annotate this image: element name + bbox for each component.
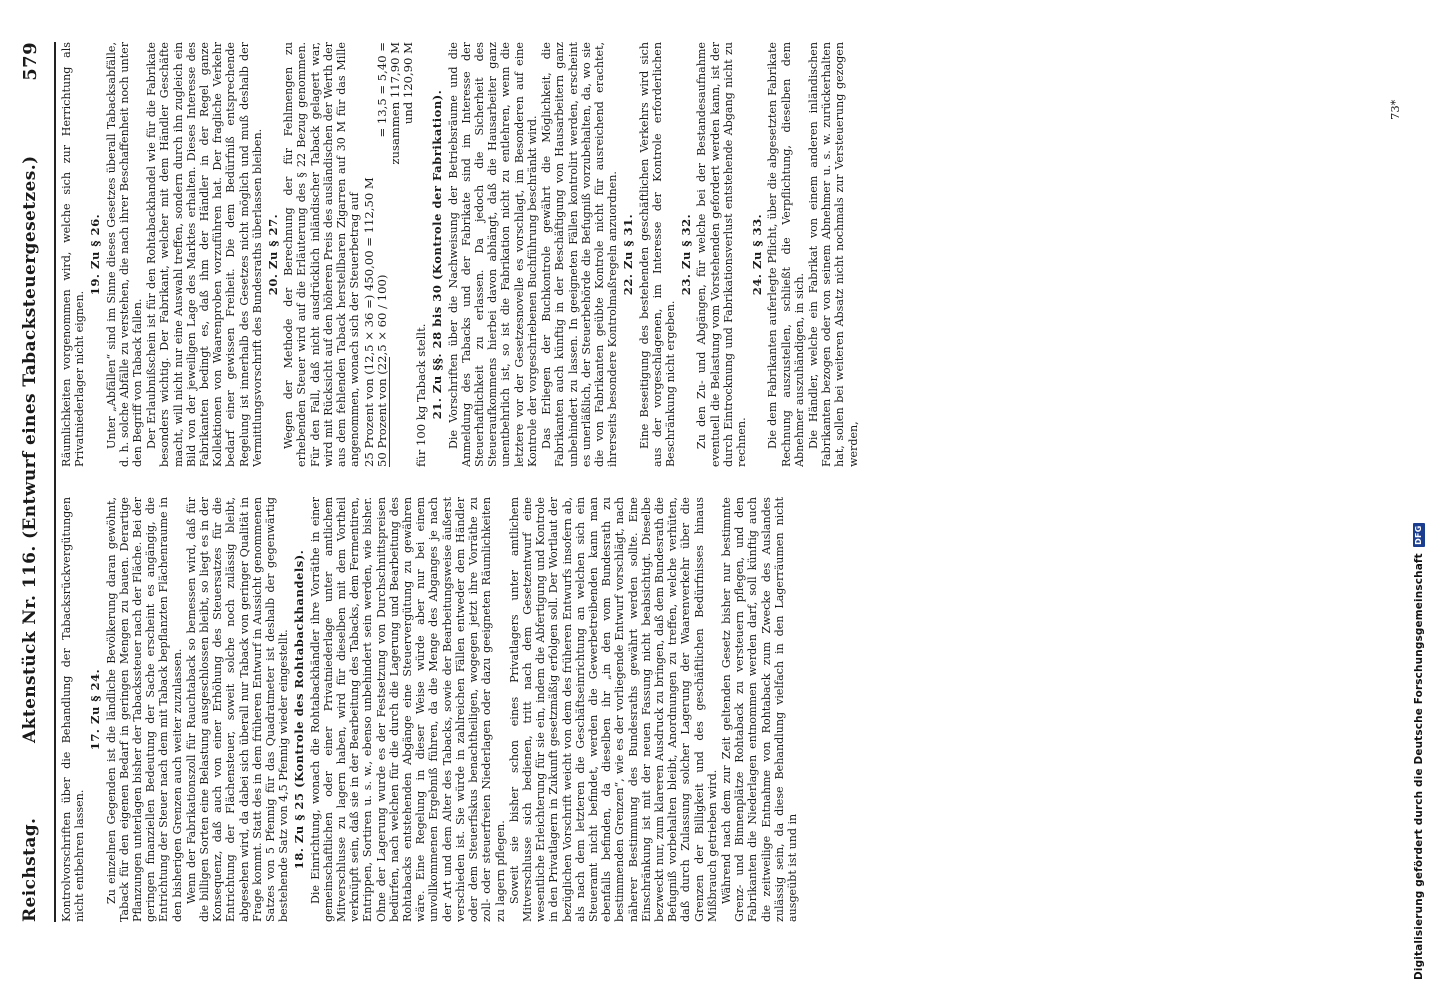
text-column-left (60, 497, 1360, 922)
sum-line-2: und 120,90 M (401, 42, 416, 125)
section-heading-18: 18. Zu § 25 (Kontrole des Rohtabackhandels). (292, 549, 307, 870)
section-heading-21: 21. Zu §§. 28 bis 30 (Kontrole der Fabrikation). (430, 89, 445, 420)
paragraph: Die Einrichtung, wonach die Rohtabackhändler ihre Vorräthe in einer gemeinschaftlichen oder einer Privatniederlage unter amtlichem Mitverschlusse zu lagern haben, wird für dieselben mit dem Vortheil verknüpft sein, daß sie in der Bearbeitung des Tabacks, dem Fermentiren, Entrippen, Sortiren u. s. w., ebenso unbehindert sein werden, wie bisher. Ohne der Lagerung wurde es der Festsetzung von Durchschnittspreisen bedürfen, nach welchen für die durch die Lagerung und Bearbeitung des Rohtabacks entstehenden Abgänge eine Steuervergütung zu gewähren wäre. Eine Regelung in dieser Weise würde aber nur bei einem unvollkommenen Ergebniß führen, da die Menge des Abganges je nach der Art und dem Alter des Tabacks, sowie der Bearbeitungsweise äußerst verschieden ist. Sie würde in zahlreichen Fällen entweder dem Händler oder dem Steuerfiskus benachtheiligen, wogegen jetzt ihre Vorräthe zu zoll- oder steuerfreien Niederlagen oder dazu geeigneten Räumlichkeiten zu lagern pflegen. (308, 497, 507, 922)
formula-unit: für 100 kg Taback stellt. (414, 323, 429, 467)
paragraph: Soweit sie bisher schon eines Privatlagers unter amtlichem Mitverschlusse sich bedienen, tritt nach dem Gesetzentwurf eine wesentliche Erleichterung für sie ein, indem die Abfertigung und Kontrole in den Privatlagern in Zukunft gesetzmäßig erfolgen soll. Der Wortlaut der bezüglichen Vorschrift weicht von dem des früheren Entwurfs insofern ab, als nach dem letzteren die Geschäftseinrichtung an welchen sich ein Steueramt nicht befindet, werden die Gewerbetreibenden kann man ebenfalls befinden, da dieselben ihr „in den vom Bundesrath zu bestimmenden Grenzen“, wie es der vorliegende Entwurf vorschlägt, nach näherer Bestimmung des Bundesraths gewährt werden sollte. Eine Einschränkung ist mit der neuen Fassung nicht beabsichtigt. Dieselbe bezweckt nur, zum klareren Ausdruck zu bringen, daß dem Bundesrath die Befugniß vorbehalten bleibt, Anordnungen zu treffen, welche verhüten, daß durch Zulassung solcher Lagerung der Waarenverkehr über die Grenzen der Billigkeit und des geschäftlichen Bedürfnisses hinaus Mißbrauch getrieben wird. (507, 497, 719, 922)
header-left: Reichstag. (20, 817, 40, 922)
paragraph: Zu den Zu- und Abgängen, für welche bei der Bestandesaufnahme eventuell die Belastung vom Vorstehenden gefordert werden kann, ist der durch Eintrocknung und Fabrikationsverlust entstehende Abgang nicht zu rechnen. (695, 42, 748, 467)
digitization-credit (1410, 0, 1428, 980)
paragraph: Wegen der Methode der Berechnung der für Fehlmengen zu erhebenden Steuer wird auf die Erläuterung des § 22 Bezug genommen. Für den Fall, daß nicht ausdrücklich inländischer Taback gelagert war, wird mit Rücksicht auf den höheren Preis des ausländischen der Werth der aus dem fehlenden Taback herstellbaren Zigarren auf 30 M für das Mille angenommen, wonach sich der Steuerbetrag auf (282, 42, 362, 467)
paragraph: Die dem Fabrikanten auferlegte Pflicht, über die abgesetzten Fabrikate Rechnung auszustellen, schließt die Verpflichtung, dieselben dem Abnehmer auszuhändigen, in sich. (766, 42, 806, 467)
formula-2-numerator: 22,5 × 60 (375, 312, 390, 371)
paragraph: Zu einzelnen Gegenden ist die ländliche Bevölkerung daran gewöhnt, Taback für den eigenen Bedarf in geringen Mengen zu bauen. Derartige Pflanzungen unterlagen bisher der Tabackssteuer nach der Fläche. Bei der geringen finanziellen Bedeutung der Sache erscheint es angängig, die Entrichtung der Steuer nach dem mit Taback bepflanzten Flächenraume in den bisherigen Grenzen auch weiter zuzulassen. (104, 497, 184, 922)
paragraph: Wenn der Fabrikationszoll für Rauchtaback so bemessen wird, daß für die billigen Sorten eine Belastung ausgeschlossen bleibt, so liegt es in der Konsequenz, daß auch von einer Erhöhung des Steuersatzes für die Entrichtung der Flächensteuer, soweit solche noch zulässig bleibt, abgesehen wird, da dabei sich überall nur Taback von geringer Qualität in Frage kommt. Statt des in dem früheren Entwurf in Aussicht genommenen Satzes von 5 Pfennig für das Quadratmeter ist deshalb der gegenwärtig bestehende Satz von 4,5 Pfennig wieder eingestellt. (184, 497, 291, 922)
section-heading-24: 24. Zu § 33. (750, 213, 765, 296)
header-rule (54, 42, 56, 922)
header-title: Aktenstück Nr. 116. (Entwurf eines Tabacksteuergesetzes.) (20, 155, 40, 743)
section-heading-22: 22. Zu § 31. (621, 213, 636, 296)
page-number: 579 (19, 42, 41, 81)
section-heading-17: 17. Zu § 24. (88, 668, 103, 751)
formula-line-2: 50 Prozent von (22,5 × 60 / 100) = 13,5 = 5,40 = (375, 42, 390, 467)
section-heading-23: 23. Zu § 32. (679, 213, 694, 296)
formula-2-denominator: 100 (375, 279, 390, 302)
page-header (8, 42, 52, 922)
text-column-right (60, 42, 870, 467)
formula-2-result: = 13,5 = 5,40 = (375, 42, 390, 138)
formula-2-label: 50 Prozent von (375, 378, 390, 467)
credit-text: Digitalisierung gefördert durch die Deutsche Forschungsgemeinschaft (1413, 553, 1425, 980)
tax-formula (363, 42, 428, 467)
paragraph: Eine Beseitigung des bestehenden geschäftlichen Verkehrs wird sich aus der vorgeschlagenen, im Interesse der Kontrole erforderlichen Beschränkung nicht ergeben. (637, 42, 677, 467)
section-heading-19: 19. Zu § 26. (88, 213, 103, 296)
paragraph: Räumlichkeiten vorgenommen wird, welche sich zur Herrichtung als Privatniederlager nicht eignen. (60, 42, 87, 467)
paragraph: Das Erliegen der Buchkontrole gewährt die Möglichkeit, die Fabrikanten auch künftig in der Beschäftigung von Hausarbeitern ganz unbehindert zu lassen. In geeigneten Fällen kontrolirt werden, erscheint es unerläßlich, der Steuerbehörde die Befugniß vorzubehalten, da, wo sie die von Fabrikanten geübte Kontrole nicht für ausreichend erachtet, ihrerseits besondere Kontrolmaßregeln anzuordnen. (540, 42, 620, 467)
formula-line-1: 25 Prozent von (12,5 × 36 =) 450,00 = 112,50 M (362, 177, 377, 467)
paragraph: Die Vorschriften über die Nachweisung der Betriebsräume und die Anmeldung des Tabacks und der Fabrikate sind im Interesse der Steuerhaftlichkeit zu erlassen. Da jedoch die Sicherheit des Steueraufkommens hierbei davon abhängt, daß die Hausarbeiter ganz unentbehrlich ist, so ist die Fabrikation nicht zu entlehren, wenn die letztere vor der Gesetzesnovelle es vorschlagt, im Besonderen auf eine Kontrole der vorgeschriebenen Buchführung beschränkt wird. (446, 42, 539, 467)
signature-mark: 73* (1388, 99, 1402, 120)
paragraph: Kontrolvorschriften über die Behandlung der Tabacksrückvergütungen nicht entbehren lassen. (60, 497, 87, 922)
paragraph: Die Händler, welche ein Fabrikat von einem anderen inländischen Fabrikanten bezogen oder von seinem Abnehmer u. s. w. zurückerhalten hat, sollen bei weiteren Absatz nicht nochmals zur Versteuerung gezogen werden, (806, 42, 860, 467)
sum-label: zusammen (388, 101, 403, 165)
dfg-logo-icon: DFG (1413, 523, 1425, 547)
sum-value: 117,90 M (388, 42, 403, 99)
paragraph: Während nach dem zur Zeit geltenden Gesetz bisher nur bestimmte Grenz- und Binnenplätze Rohtaback zu versteuern pflegen, und den Fabrikanten die Niederlagen entnommen werden darf, soll künftig auch die zeitweilige Entnahme von Rohtaback zum Zwecke des Auslandes zulässig sein, da diese Behandlung vielfach in den Lagerräumen nicht ausgeübt ist und in (719, 497, 799, 922)
paragraph: Der Erlaubnißschein ist für den Rohtabackhandel wie für die Fabrikate besonders wichtig. Der Fabrikant, welcher mit dem Händler Geschäfte macht, will nicht nur eine Auswahl treffen, sondern durch ihn zugleich ein Bild von der jeweiligen Lage des Marktes erhalten. Dieses Interesse des Fabrikanten bedingt es, daß ihm der Händler in der Regel ganze Kollektionen von Waarenproben vorzuführen hat. Der fragliche Verkehr bedarf einer gewissen Freiheit. Die dem Bedürfniß entsprechende Regelung ist innerhalb des Gesetzes nicht möglich und muß deshalb der Vermittlungsvorschrift des Bundesraths überlassen bleiben. (145, 42, 264, 467)
sum-rule (389, 357, 402, 467)
paragraph: Unter „Abfällen“ sind im Sinne dieses Gesetzes überall Tabacksabfälle, d. h. solche Abfälle zu verstehen, die nach ihrer Beschaffenheit noch unter den Begriff von Taback fallen. (104, 42, 145, 467)
section-heading-20: 20. Zu § 27. (266, 213, 281, 296)
